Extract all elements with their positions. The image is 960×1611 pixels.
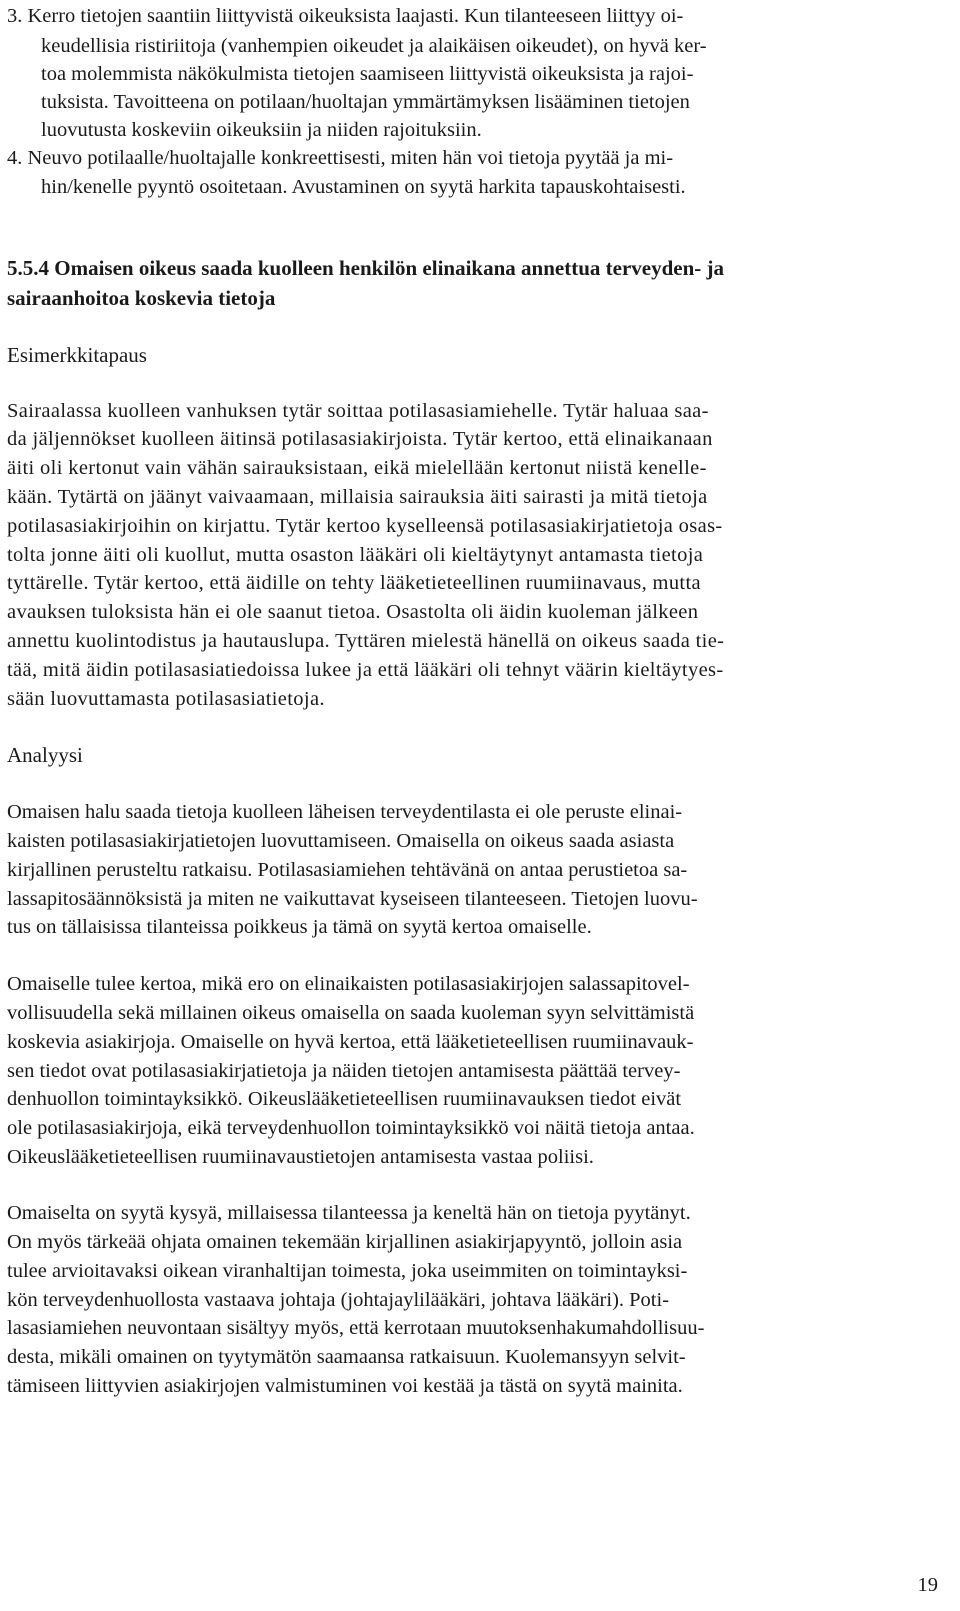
analysis-line: kirjallinen perusteltu ratkaisu. Potilasasiamiehen tehtävänä on antaa perustietoa sa- bbox=[7, 859, 688, 881]
analysis-title: Analyysi bbox=[7, 743, 83, 767]
list-item-4-line-2: hin/kenelle pyyntö osoitetaan. Avustaminen on syytä harkita tapauskohtaisesti. bbox=[41, 176, 686, 198]
analysis-line: tulee arvioitavaksi oikean viranhaltijan toimesta, joka useimmiten on toimintayksi- bbox=[7, 1260, 688, 1282]
case-line: kään. Tytärtä on jäänyt vaivaamaan, millaisia sairauksia äiti sairasti ja mitä tietoja bbox=[7, 486, 708, 508]
analysis-line: desta, mikäli omainen on tyytymätön saamaansa ratkaisuun. Kuolemansyyn selvit- bbox=[7, 1346, 686, 1368]
list-item-3-line-4: tuksista. Tavoitteena on potilaan/huoltajan ymmärtämyksen lisääminen tietojen bbox=[41, 91, 690, 113]
case-line: äiti oli kertonut vain vähän sairauksistaan, eikä mielellään kertonut niistä kenelle- bbox=[7, 457, 707, 479]
list-item-3-line-2: keudellisia ristiriitoja (vanhempien oikeudet ja alaikäisen oikeudet), on hyvä ker- bbox=[41, 35, 707, 57]
case-line: annettu kuolintodistus ja hautauslupa. Tyttären mielestä hänellä on oikeus saada tie- bbox=[7, 630, 725, 652]
section-heading-line-1: 5.5.4 Omaisen oikeus saada kuolleen henkilön elinaikana annettua terveyden- ja bbox=[7, 256, 725, 280]
case-line: potilasasiakirjoihin on kirjattu. Tytär kertoo kyselleensä potilasasiakirjatietoja osas- bbox=[7, 515, 723, 537]
analysis-line: tus on tällaisissa tilanteissa poikkeus ja tämä on syytä kertoa omaiselle. bbox=[7, 916, 592, 938]
page-number: 19 bbox=[917, 1574, 938, 1596]
analysis-line: kaisten potilasasiakirjatietojen luovuttamiseen. Omaisella on oikeus saada asiasta bbox=[7, 830, 675, 852]
analysis-line: Oikeuslääketieteellisen ruumiinavaustietojen antamisesta vastaa poliisi. bbox=[7, 1146, 594, 1168]
case-line: tolta jonne äiti oli kuollut, mutta osaston lääkäri oli kieltäytynyt antamasta tietoja bbox=[7, 544, 704, 566]
analysis-line: kön terveydenhuollosta vastaava johtaja (johtajaylilääkäri, johtava lääkäri). Poti- bbox=[7, 1289, 670, 1311]
case-line: da jäljennökset kuolleen äitinsä potilasasiakirjoista. Tytär kertoo, että elinaikanaan bbox=[7, 428, 713, 450]
analysis-line: On myös tärkeää ohjata omainen tekemään kirjallinen asiakirjapyyntö, jolloin asia bbox=[7, 1231, 683, 1253]
list-item-3-line-1: 3. Kerro tietojen saantiin liittyvistä oikeuksista laajasti. Kun tilanteeseen liittyy oi- bbox=[7, 5, 684, 27]
case-line: tyttärelle. Tytär kertoo, että äidille on tehty lääketieteellinen ruumiinavaus, mutta bbox=[7, 572, 701, 594]
section-heading-line-2: sairaanhoitoa koskevia tietoja bbox=[7, 286, 276, 310]
list-item-3-line-5: luovutusta koskeviin oikeuksiin ja niiden rajoituksiin. bbox=[41, 119, 482, 141]
analysis-line: sen tiedot ovat potilasasiakirjatietoja ja näiden tietojen antamisesta päättää tervey- bbox=[7, 1060, 681, 1082]
list-item-4-line-1: 4. Neuvo potilaalle/huoltajalle konkreettisesti, miten hän voi tietoja pyytää ja mi- bbox=[7, 147, 674, 169]
analysis-line: lassapitosäännöksistä ja miten ne vaikuttavat kyseiseen tilanteeseen. Tietojen luovu- bbox=[7, 888, 698, 910]
case-title: Esimerkkitapaus bbox=[7, 343, 147, 367]
analysis-line: lasasiamiehen neuvontaan sisältyy myös, että kerrotaan muutoksenhakumahdollisuu- bbox=[7, 1317, 705, 1339]
case-line: avauksen tuloksista hän ei ole saanut tietoa. Osastolta oli äidin kuoleman jälkeen bbox=[7, 601, 699, 623]
analysis-line: tämiseen liittyvien asiakirjojen valmistuminen voi kestää ja tästä on syytä mainita. bbox=[7, 1375, 683, 1397]
analysis-line: Omaisen halu saada tietoja kuolleen läheisen terveydentilasta ei ole peruste elinai- bbox=[7, 801, 683, 823]
analysis-line: koskevia asiakirjoja. Omaiselle on hyvä kertoa, että lääketieteellisen ruumiinavauk- bbox=[7, 1031, 694, 1053]
case-line: Sairaalassa kuolleen vanhuksen tytär soittaa potilasasiamiehelle. Tytär haluaa saa- bbox=[7, 400, 709, 422]
analysis-line: denhuollon toimintayksikkö. Oikeuslääketieteellisen ruumiinavauksen tiedot eivät bbox=[7, 1088, 682, 1110]
analysis-line: Omaiselta on syytä kysyä, millaisessa tilanteessa ja keneltä hän on tietoja pyytänyt. bbox=[7, 1202, 691, 1224]
case-line: sään luovuttamasta potilasasiatietoja. bbox=[7, 688, 325, 710]
analysis-line: vollisuudella sekä millainen oikeus omaisella on saada kuoleman syyn selvittämistä bbox=[7, 1002, 695, 1024]
analysis-line: ole potilasasiakirjoja, eikä terveydenhuollon toimintayksikkö voi näitä tietoja antaa. bbox=[7, 1117, 695, 1139]
analysis-line: Omaiselle tulee kertoa, mikä ero on elinaikaisten potilasasiakirjojen salassapitovel- bbox=[7, 973, 690, 995]
list-item-3-line-3: toa molemmista näkökulmista tietojen saamiseen liittyvistä oikeuksista ja rajoi- bbox=[41, 63, 694, 85]
case-line: tää, mitä äidin potilasasiatiedoissa lukee ja että lääkäri oli tehnyt väärin kieltäytyes- bbox=[7, 659, 724, 681]
